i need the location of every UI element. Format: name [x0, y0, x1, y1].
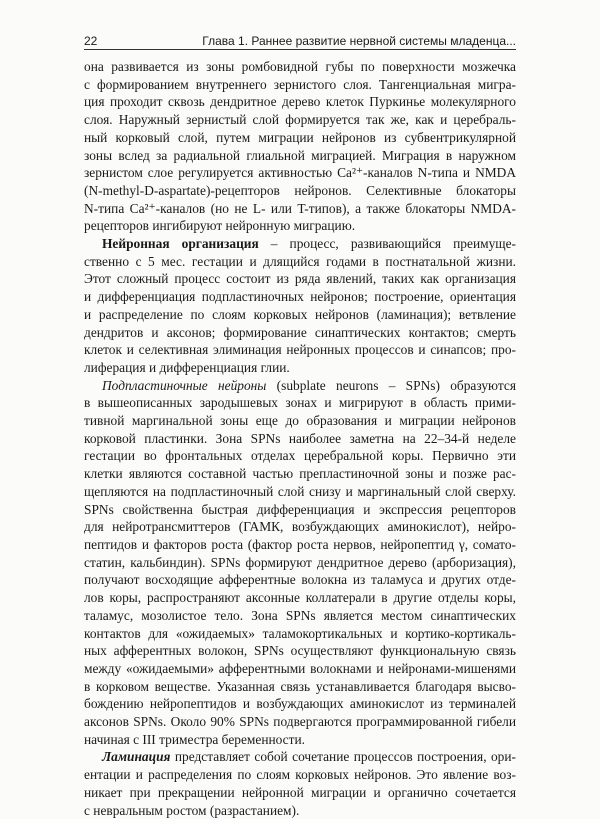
page-body — [84, 58, 516, 819]
paragraph-lamination — [84, 748, 516, 819]
text-line: она развивается из зоны ромбовидной губы по поверхности мозжечка — [84, 59, 516, 74]
text-line: с невральным ростом (разрастанием). — [84, 802, 300, 818]
text-line: Этот сложный процесс состоит из ряда явлений, таких как организация — [84, 271, 516, 287]
text-line: щепляются на подпластиночный слой снизу и маргинальный слой сверху. — [84, 483, 516, 499]
text-line: тивной маргинальной зоны еще до образования и миграции нейронов — [84, 413, 516, 429]
text-line: дендритов и аксонов; формирование синаптических контактов; смерть — [84, 324, 516, 340]
text-line: ный корковый слой, путем миграции нейронов из субвентрикулярной — [84, 129, 516, 145]
text-line: зернистом слое регулируется активностью Ca²⁺-каналов N-типа и NMDA — [84, 165, 516, 181]
text-line: пептидов и факторов роста (фактор роста нервов, нейропептид γ, сомато- — [84, 536, 516, 552]
text-line: получают восходящие афферентные волокна из таламуса и других отде- — [84, 572, 516, 588]
text-line: корковой пластинки. Зона SPNs наиболее заметна на 22–34-й неделе — [84, 430, 516, 446]
text-line: клеток и селективная элиминация нейронных процессов и синапсов; про- — [84, 342, 516, 358]
header-rule — [84, 49, 516, 50]
text-line: с формированием внутреннего зернистого слоя. Тангенциальная мигра- — [84, 76, 516, 92]
text-line: Ламинация представляет собой сочетание процессов построения, ори- — [102, 749, 516, 765]
text-line: (N-methyl-D-aspartate)-рецепторов нейронов. Селективные блокаторы — [84, 182, 516, 198]
running-header — [84, 28, 516, 48]
text-line: ция проходит сквозь дендритное дерево клеток Пуркинье молекулярного — [84, 94, 516, 110]
text-line: таламус, мозолистое тело. Зона SPNs является местом синаптических — [84, 607, 516, 623]
text-line: SPNs свойственна быстрая дифференциация и экспрессия рецепторов — [84, 501, 516, 517]
paragraph-neuronal-organization — [84, 235, 516, 377]
text-line: слоя. Наружный зернистый слой формируется так же, как и церебраль- — [84, 112, 516, 128]
running-title: Глава 1. Раннее развитие нервной системы младенца... — [202, 34, 516, 48]
paragraph-subplate-neurons — [84, 377, 516, 749]
text-line: ентации и распределения по слоям корковых нейронов. Это явление воз- — [84, 767, 516, 783]
text-line: в корковом веществе. Указанная связь устанавливается благодаря высво- — [84, 678, 516, 694]
page-number: 22 — [84, 34, 98, 48]
text-line: между «ожидаемыми» афферентными волокнами и нейронами-мишенями — [84, 660, 516, 676]
text-line: для нейротрансмиттеров (ГАМК, возбуждающих аминокислот), нейро- — [84, 519, 516, 535]
term-lamination: Ламинация — [102, 749, 171, 765]
text-line: и распределение по слоям корковых нейронов (ламинация); ветвление — [84, 306, 516, 322]
text-line: ных афферентных волокон, SPNs осуществляют функциональную связь — [84, 643, 516, 659]
text-line: лов коры, распространяют аксонные коллатерали в другие отделы коры, — [84, 590, 516, 606]
text-line: Подпластиночные нейроны (subplate neurons – SPNs) образуются — [102, 377, 516, 393]
text-line: Нейронная организация – процесс, развивающийся преимуще- — [102, 236, 516, 252]
text-line: никает при прекращении нейронной миграции и органично сочетается — [84, 784, 516, 800]
text-line: бождению нейропептидов и возбуждающих аминокислот из терминалей — [84, 696, 516, 712]
text-line: статин, кальбиндин). SPNs формируют дендритное дерево (арборизация), — [84, 554, 516, 570]
text-line: ственно с 5 мес. гестации и длящийся годами в постнатальной жизни. — [84, 253, 516, 269]
text-line: клетки являются составной частью препластиночной зоны и позже рас- — [84, 466, 516, 482]
text-line: гестации во фронтальных отделах церебральной коры. Первично эти — [84, 448, 516, 464]
paragraph-continuation — [84, 58, 516, 235]
text-line: начиная с III триместра беременности. — [84, 731, 305, 747]
text-line: аксонов SPNs. Около 90% SPNs подвергаются программированной гибели — [84, 714, 516, 730]
term-neuronal-organization: Нейронная организация — [102, 236, 259, 252]
text-line: и дифференциация подпластиночных нейронов; построение, ориентация — [84, 289, 516, 305]
text-line: в вышеописанных зародышевых зонах и мигрируют в область прими- — [84, 395, 516, 411]
text-line: рецепторов ингибируют нейронную миграцию. — [84, 218, 356, 234]
term-subplate-neurons: Подпластиночные нейроны — [102, 377, 267, 393]
text-line: N-типа Ca²⁺-каналов (но не L- или T-типов), а также блокаторы NMDA- — [84, 200, 516, 216]
text-line: зоны вслед за радиальной глиальной миграцией. Миграция в наружном — [84, 147, 516, 163]
text-line: лиферация и дифференциация глии. — [84, 359, 290, 375]
text-line: контактов для «ожидаемых» таламокортикальных и кортико-кортикаль- — [84, 625, 516, 641]
